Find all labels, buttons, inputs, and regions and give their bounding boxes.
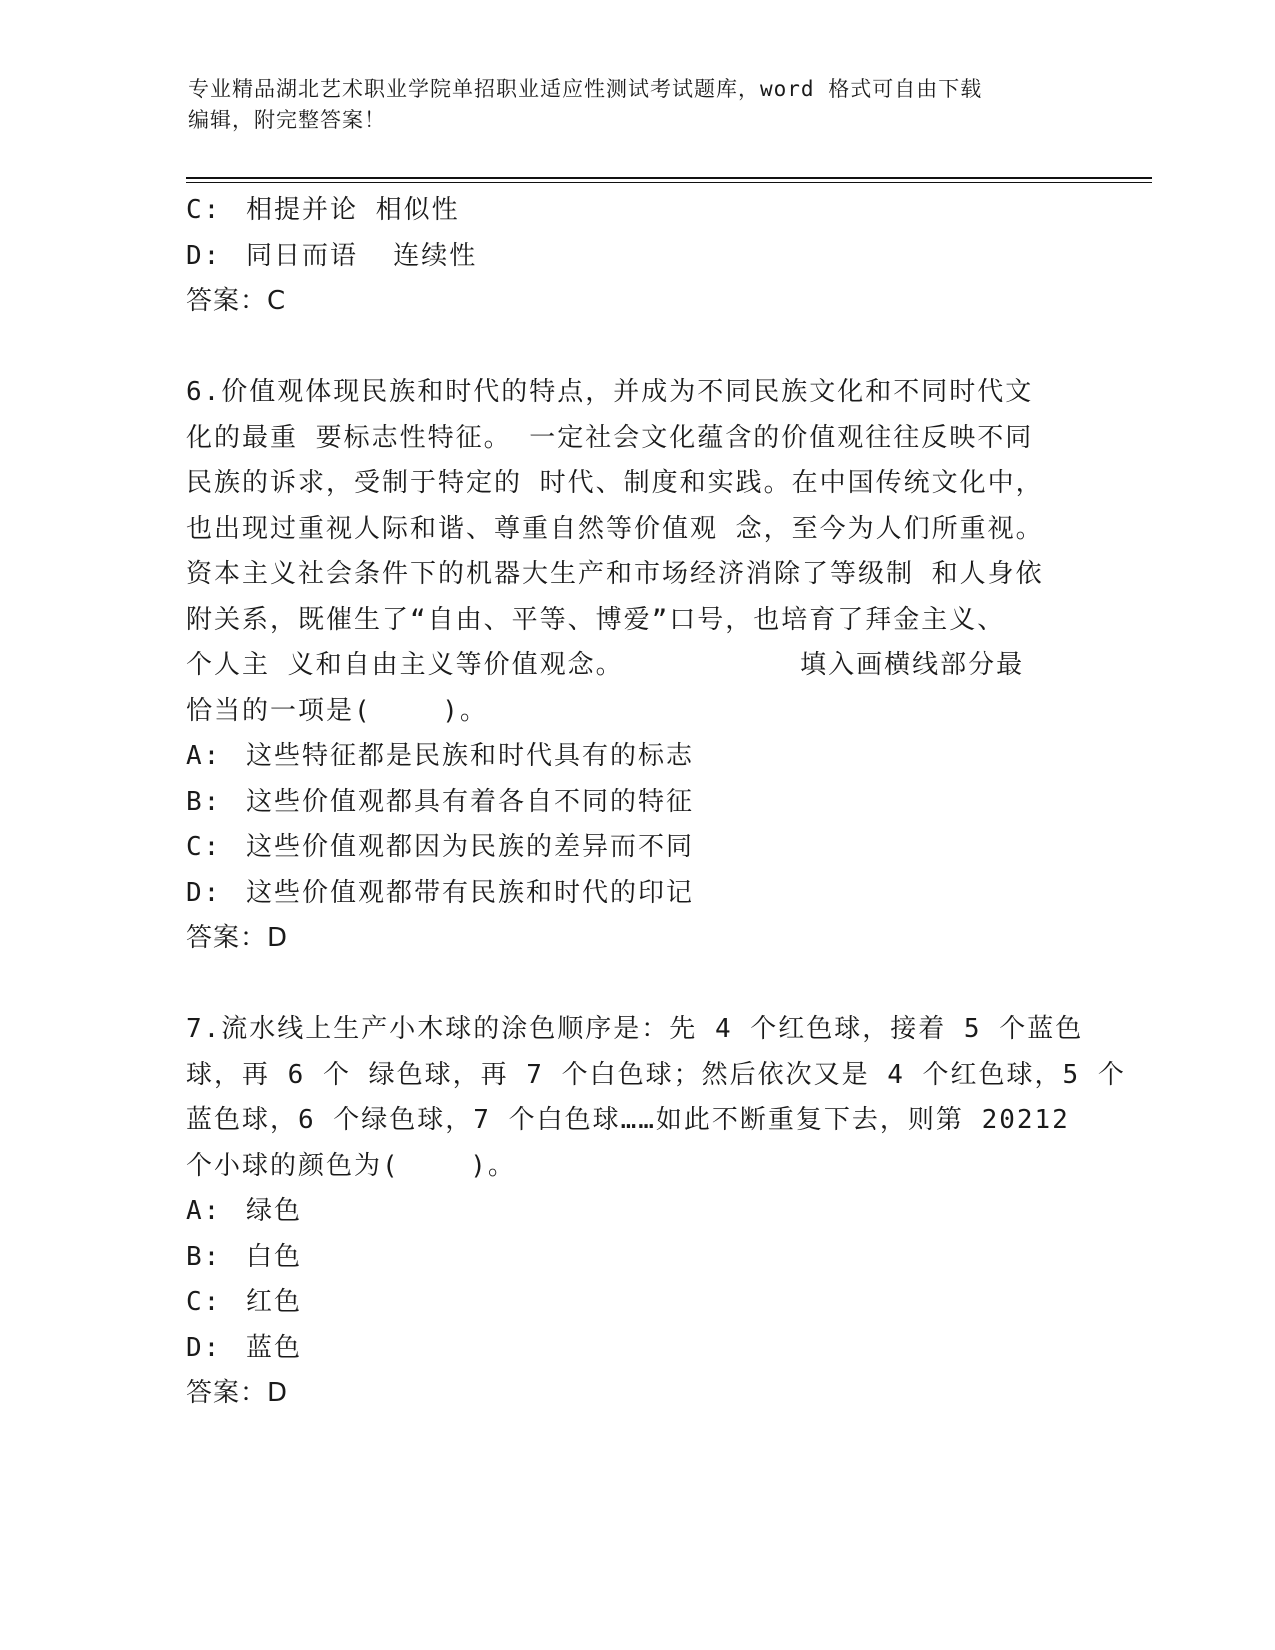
question-text-line: 个小球的颜色为( )。 [186,1150,516,1181]
header-divider-thick [186,177,1152,179]
prev-question [186,188,1086,325]
option-d: D: 同日而语 连续性 [186,240,478,271]
answer-line: 答案：C [186,286,287,316]
option-b: B: 白色 [186,1241,303,1272]
question-text-line: 恰当的一项是( )。 [186,695,488,726]
question-text-line: 蓝色球，6 个绿色球，7 个白色球……如此不断重复下去，则第 20212 [186,1105,1070,1135]
question-text-line: 球，再 6 个 绿色球，再 7 个白色球；然后依次又是 4 个红色球，5 个 [186,1059,1126,1090]
question-text-line: 化的最重 要标志性特征。 一定社会文化蕴含的价值观往往反映不同 [186,422,1034,453]
header-line-1: 专业精品湖北艺术职业学院单招职业适应性测试考试题库，word 格式可自由下载 [188,77,983,101]
question-7 [186,1007,1126,1417]
question-6 [186,370,1086,962]
header-divider-thin [186,182,1152,183]
document-header [188,74,1068,136]
question-text-line: 民族的诉求，受制于特定的 时代、制度和实践。在中国传统文化中， [186,468,1044,498]
document-body [186,188,1126,1417]
option-c: C: 红色 [186,1287,303,1317]
option-c: C: 相提并论 相似性 [186,195,460,225]
question-text-line: 也出现过重视人际和谐、尊重自然等价值观 念，至今为人们所重视。 [186,513,1044,544]
option-a: A: 这些特征都是民族和时代具有的标志 [186,741,695,771]
answer-line: 答案：D [186,1378,289,1408]
option-a: A: 绿色 [186,1196,303,1226]
header-line-2: 编辑，附完整答案！ [188,108,386,132]
question-text-line: 6.价值观体现民族和时代的特点，并成为不同民族文化和不同时代文 [186,377,1034,407]
answer-line: 答案：D [186,923,289,953]
option-d: D: 蓝色 [186,1332,303,1363]
question-text-line: 7.流水线上生产小木球的涂色顺序是：先 4 个红色球，接着 5 个蓝色 [186,1014,1084,1044]
option-b: B: 这些价值观都具有着各自不同的特征 [186,786,695,817]
option-d: D: 这些价值观都带有民族和时代的印记 [186,877,695,908]
question-text-line: 资本主义社会条件下的机器大生产和市场经济消除了等级制 和人身依 [186,559,1044,589]
option-c: C: 这些价值观都因为民族的差异而不同 [186,832,695,862]
question-text-line: 个人主 义和自由主义等价值观念。 填入画横线部分最 [186,650,1025,680]
question-text-line: 附关系，既催生了“自由、平等、博爱”口号，也培育了拜金主义、 [186,604,1006,635]
